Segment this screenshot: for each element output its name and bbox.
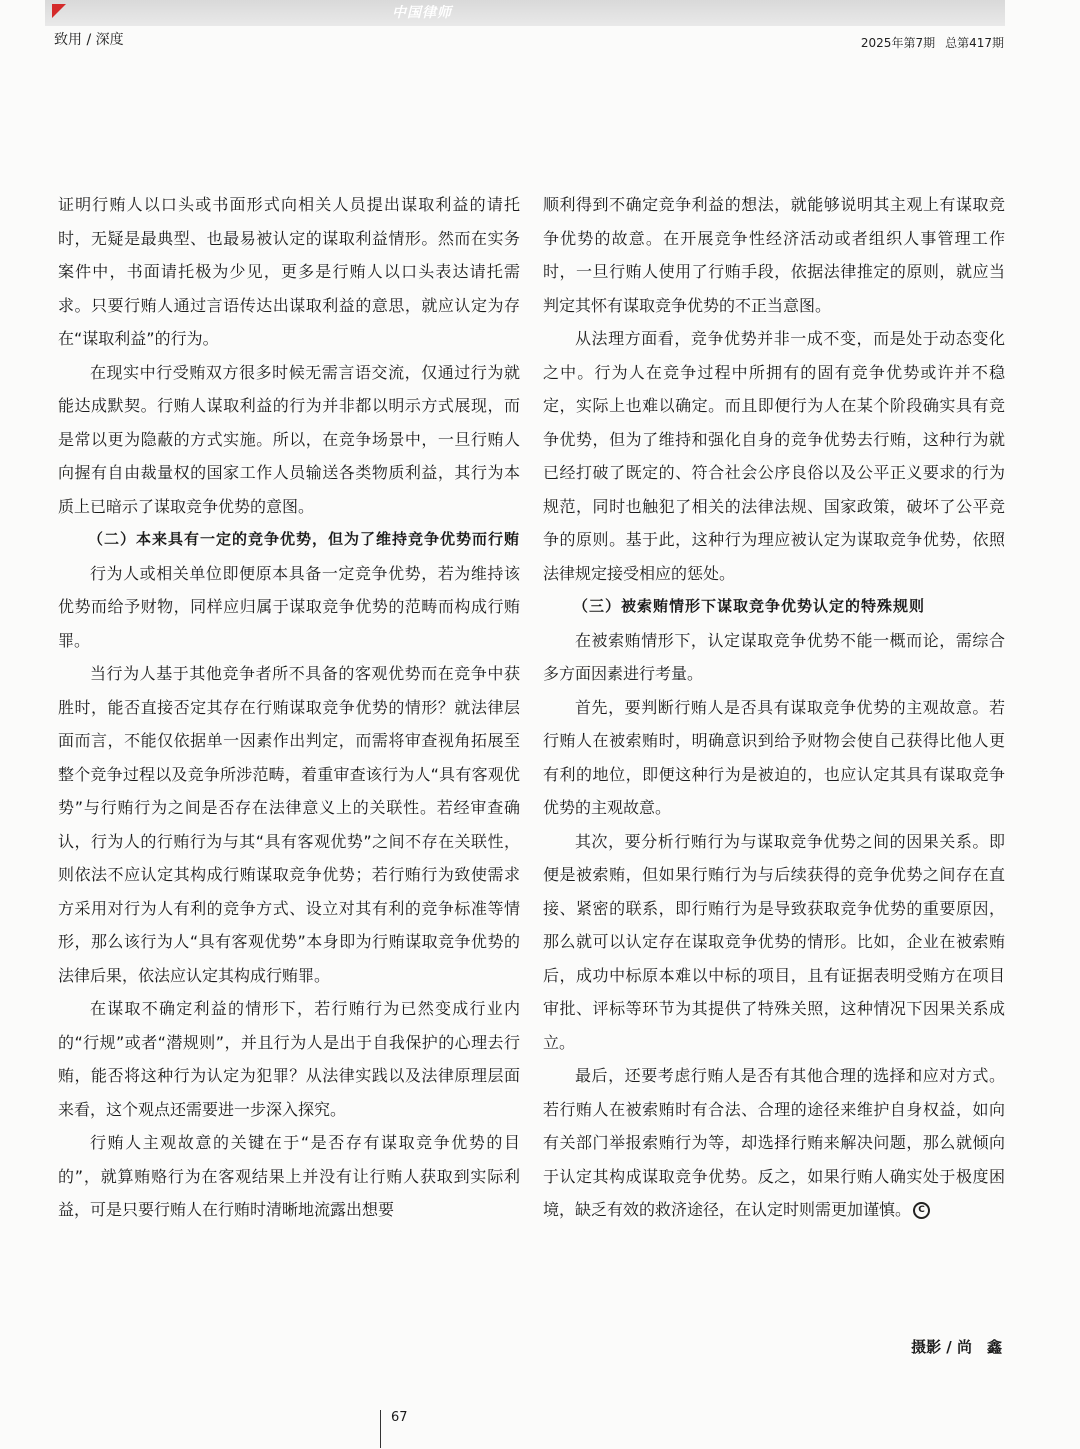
paragraph: 在现实中行受贿双方很多时候无需言语交流，仅通过行为就能达成默契。行贿人谋取利益的行为并非都以明示方式展现，而是常以更为隐蔽的方式实施。所以，在竞争场景中，一旦行贿人向握有自由裁量权的国家工作人员输送各类物质利益，其行为本质上已暗示了谋取竞争优势的意图。 — [58, 362, 520, 516]
right-column — [543, 188, 1005, 1227]
section-label: 致用 / 深度 — [54, 32, 124, 48]
left-column — [58, 188, 520, 1227]
issue-info — [861, 34, 1004, 51]
page-divider — [380, 1410, 381, 1448]
paragraph: 从法理方面看，竞争优势并非一成不变，而是处于动态变化之中。行为人在竞争过程中所拥有的固有竞争优势或许并不稳定，实际上也难以确定。而且即便行为人在某个阶段确实具有竞争优势，但为了维持和强化自身的竞争优势去行贿，这种行为就已经打破了既定的、符合社会公序良俗以及公平正义要求的行为规范，同时也触犯了相关的法律法规、国家政策，破坏了公平竞争的原则。基于此，这种行为理应被认定为谋取竞争优势，依照法律规定接受相应的惩处。 — [543, 329, 1005, 583]
paragraph: 首先，要判断行贿人是否具有谋取竞争优势的主观故意。若行贿人在被索贿时，明确意识到给予财物会使自己获得比他人更有利的地位，即便这种行为是被迫的，也应认定其具有谋取竞争优势的主观故意。 — [543, 697, 1005, 817]
end-of-article-icon: C — [913, 1202, 930, 1219]
paragraph: 在谋取不确定利益的情形下，若行贿行为已然变成行业内的“行规”或者“潜规则”，并且行为人是出于自我保护的心理去行贿，能否将这种行为认定为犯罪？从法律实践以及法律原理层面来看，这个观点还需要进一步深入探究。 — [58, 999, 520, 1119]
corner-marker — [52, 4, 66, 18]
paragraph: 其次，要分析行贿行为与谋取竞争优势之间的因果关系。即便是被索贿，但如果行贿行为与后续获得的竞争优势之间存在直接、紧密的联系，即行贿行为是导致获取竞争优势的重要原因，那么就可以认定存在谋取竞争优势的情形。比如，企业在被索贿后，成功中标原本难以中标的项目，且有证据表明受贿方在项目审批、评标等环节为其提供了特殊关照，这种情况下因果关系成立。 — [543, 831, 1005, 1052]
paragraph: 当行为人基于其他竞争者所不具备的客观优势而在竞争中获胜时，能否直接否定其存在行贿谋取竞争优势的情形？就法律层面而言，不能仅依据单一因素作出判定，而需将审查视角拓展至整个竞争过程以及竞争所涉范畴，着重审查该行为人“具有客观优势”与行贿行为之间是否存在法律意义上的关联性。若经审查确认，行为人的行贿行为与其“具有客观优势”之间不存在关联性，则依法不应认定其构成行贿谋取竞争优势；若行贿行为致使需求方采用对行为人有利的竞争方式、设立对其有利的竞争标准等情形，那么该行为人“具有客观优势”本身即为行贿谋取竞争优势的法律后果，依法应认定其构成行贿罪。 — [58, 664, 520, 985]
section-heading: （三）被索贿情形下谋取竞争优势认定的特殊规则 — [573, 597, 926, 615]
issue-number: 2025年第7期 — [860, 36, 936, 50]
journal-logo: 中国律师 — [392, 5, 452, 21]
section-heading: （二）本来具有一定的竞争优势，但为了维持竞争优势而行贿 — [88, 530, 521, 548]
header-bar — [45, 0, 1005, 26]
total-issue-number: 总第417期 — [945, 36, 1004, 50]
paragraph: 顺利得到不确定竞争利益的想法，就能够说明其主观上有谋取竞争优势的故意。在开展竞争性经济活动或者组织人事管理工作时，一旦行贿人使用了行贿手段，依据法律推定的原则，就应当判定其怀有谋取竞争优势的不正当意图。 — [543, 195, 1005, 315]
photo-credit: 摄影 / 尚 鑫 — [911, 1338, 1002, 1356]
paragraph: 证明行贿人以口头或书面形式向相关人员提出谋取利益的请托时，无疑是最典型、也最易被认定的谋取利益情形。然而在实务案件中，书面请托极为少见，更多是行贿人以口头表达请托需求。只要行贿人通过言语传达出谋取利益的意思，就应认定为存在“谋取利益”的行为。 — [58, 195, 520, 348]
page-number: 67 — [391, 1410, 408, 1425]
paragraph: 最后，还要考虑行贿人是否有其他合理的选择和应对方式。若行贿人在被索贿时有合法、合理的途径来维护自身权益，如向有关部门举报索贿行为等，却选择行贿来解决问题，那么就倾向于认定其构成谋取竞争优势。反之，如果行贿人确实处于极度困境，缺乏有效的救济途径，在认定时则需更加谨慎。 C — [543, 1066, 1005, 1219]
paragraph: 行贿人主观故意的关键在于“是否存有谋取竞争优势的目的”，就算贿赂行为在客观结果上并没有让行贿人获取到实际利益，可是只要行贿人在行贿时清晰地流露出想要 — [58, 1133, 520, 1219]
paragraph: 行为人或相关单位即便原本具备一定竞争优势，若为维持该优势而给予财物，同样应归属于谋取竞争优势的范畴而构成行贿罪。 — [58, 563, 520, 650]
paragraph: 在被索贿情形下，认定谋取竞争优势不能一概而论，需综合多方面因素进行考量。 — [543, 630, 1005, 683]
